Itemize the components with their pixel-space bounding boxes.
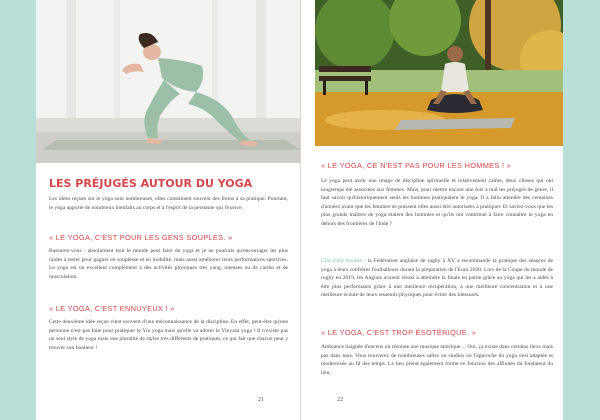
fact-lead: Clin d'œil insolite [321, 258, 363, 264]
right-page [301, 0, 563, 420]
woman-yoga-illustration [36, 0, 300, 163]
section-paragraph: Rassurez-vous : absolument tout le monde peut faire du yoga et je ne pourrais qu'encourager les plus raides à tester pour gagner en souplesse et en mobilité, mais aussi améliorer leurs performances sportives. Le yoga est un excellent complément à des activités physiques très yang, intenses ou de cardio et de musculation. [49, 248, 288, 280]
section-paragraph: Ambiance baignée d'encens où résonne une musique tantrique… Oui, ça existe dans certains lieux mais pas dans tous. Vous trouverez de nombreuses salles ou studios où l'approche du yoga s'est adaptée et modernisée au fil des temps. Le lieu prend également forme en fonction des affinités du fondateur du lieu. [321, 344, 553, 376]
section-heading: « LE YOGA, C'EST TROP ÉSOTÉRIQUE. » [321, 328, 477, 337]
fact-paragraph [321, 257, 553, 300]
section-heading: « LE YOGA, C'EST ENNUYEUX ! » [49, 304, 175, 313]
page-number: 22 [337, 397, 343, 403]
yoga-pose-photo [36, 0, 300, 163]
section-paragraph: Cette deuxième idée reçue vient souvent d'une méconnaissance de la discipline. En effet, peut-être qu'une personne n'est pas faite pour pratiquer le Yin yoga mais qu'elle va adorer le Vinyasa yoga ! Il n'existe pas un seul style de yoga mais une pluralité de styles très différents de pratiques, ce qui fait que chacun peut y trouver son bonheur ! [49, 319, 288, 351]
fact-body: : la Fédération anglaise de rugby à XV a recommandé la pratique des séances de yoga à leurs confrères footballeurs durant la préparation de l'Euro 2020. Lors de la Coupe du monde de rugby en 2019, les Anglais avaient réussi à atteindre la finale en partie grâce au yoga qui les a aidés à être plus performants grâce à une meilleure récupération, à une meilleure concentration et à une meilleure écoute de leurs ressentis physiques pour éviter des blessures. [321, 258, 553, 299]
meditation-photo [315, 0, 563, 146]
section-heading: « LE YOGA, C'EST POUR LES GENS SOUPLES. » [49, 233, 233, 242]
intro-paragraph: Les idées reçues sur le yoga sont nombreuses, elles constituent souvent des freins à sa pratique. Pourtant, le yoga apporte de nombreux bienfaits au corps et à l'esprit de la personne qui l'exerce. [49, 196, 288, 211]
section-paragraph: Le yoga peut avoir une image de discipline spirituelle et relativement calme, deux choses qui ont longtemps été associées aux femmes. Mais, pour mettre encore une fois à mal les préjugés de genre, il faut savoir qu'historiquement seuls les hommes pratiquaient le yoga. Il a fallu attendre des centaines d'années avant que les femmes ne puissent elles aussi être autorisées à pratiquer. Et saviez-vous que les plus grands maîtres de yoga étaient des hommes et qu'ils ont contribué à faire connaître le yoga en dehors des frontières de l'Inde ? [321, 178, 553, 227]
left-page [36, 0, 300, 420]
page-number: 21 [258, 397, 264, 403]
section-heading: « LE YOGA, CE N'EST PAS POUR LES HOMMES ! » [321, 161, 512, 170]
man-meditating-illustration [315, 0, 563, 146]
page-title: LES PRÉJUGÉS AUTOUR DU YOGA [49, 177, 253, 190]
